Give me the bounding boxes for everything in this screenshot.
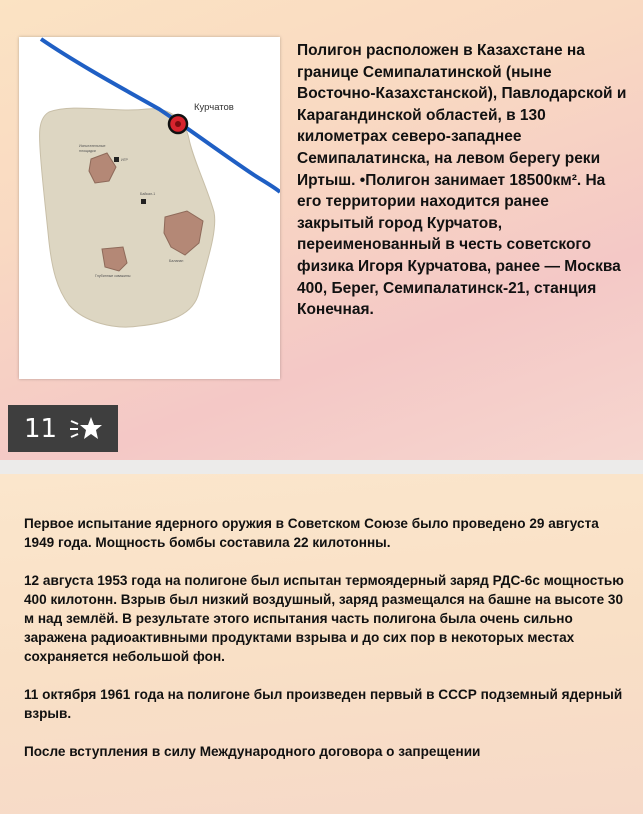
description-text: Полигон расположен в Казахстане на границе Семипалатинской (ныне Восточно-Казахстанской), Павлодарской и Карагандинской областей, в 130 километрах северо-западнее Семипалатинска, на левом берегу реки Иртыш. •Полигон занимает 18500км². На его территории находится ранее закрытый город Курчатов, переименованный в честь советского физика Игоря Курчатова, ранее — Москва 400, Берег, Семипалатинск-21, станция Конечная.: [297, 42, 627, 319]
map-label-balapan: Балапан: [169, 259, 184, 263]
map-label-boreholes: Глубинные скважины: [95, 274, 131, 278]
map-svg: [19, 37, 280, 379]
star-icon: [69, 416, 103, 442]
slide-2: [0, 474, 643, 814]
paragraph-1961: 11 октября 1961 года на полигоне был произведен первый в СССР подземный ядерный взрыв.: [24, 687, 623, 721]
paragraph-treaty: После вступления в силу Международного договора о запрещении: [24, 744, 481, 759]
like-counter-badge[interactable]: [8, 405, 118, 452]
polygon-map: [19, 37, 280, 379]
history-text: [24, 514, 624, 780]
city-label: Курчатов: [194, 102, 234, 113]
test-area-3: [102, 247, 127, 271]
map-label-igr: ИГР: [121, 158, 128, 162]
map-label-test-sites-line2: площадки: [79, 149, 96, 153]
point-igr: [114, 157, 119, 162]
like-count: 11: [24, 413, 58, 444]
map-label-test-sites-line1: Испытательные: [79, 144, 106, 148]
paragraph-1953: 12 августа 1953 года на полигоне был испытан термоядерный заряд РДС-6с мощностью 400 килотонн. Взрыв был низкий воздушный, заряд размещался на башне на высоте 30 м над землёй. В результате этого испытания часть полигона была очень сильно заражена радиоактивными продуктами взрыва и до сих пор в некоторых местах сохраняется небольшой фон.: [24, 573, 624, 664]
paragraph-1949: Первое испытание ядерного оружия в Советском Союзе было проведено 29 августа 1949 года. Мощность бомбы составила 22 килотонны.: [24, 516, 599, 550]
point-baikal: [141, 199, 146, 204]
map-label-baikal: Байкал-1: [140, 192, 156, 196]
polygon-description: [297, 40, 627, 321]
